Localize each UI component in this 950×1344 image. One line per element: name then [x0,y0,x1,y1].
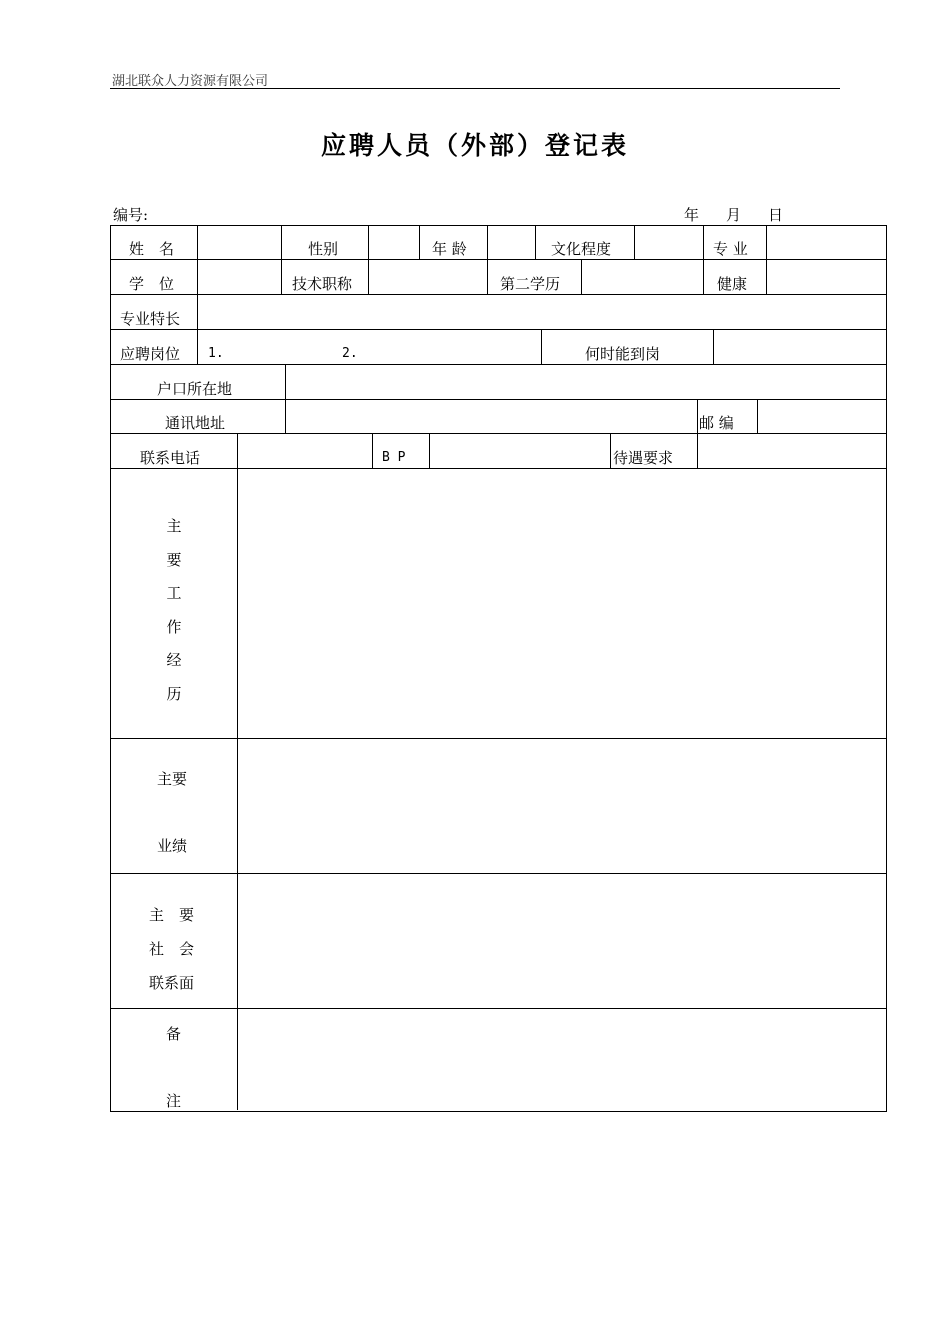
col-divider [285,399,286,433]
row-divider [110,399,886,400]
col-divider [368,225,369,259]
registration-form [110,225,886,1111]
month-label: 月 [726,206,742,224]
work-history-char: 要 [166,551,182,569]
serial-number-label: 编号: [113,206,149,224]
col-divider [237,433,238,468]
major-label: 专 业 [713,240,748,258]
postcode-label: 邮 编 [699,414,734,432]
col-divider [237,468,238,1110]
col-divider [703,225,704,259]
remarks-label: 备 [166,1025,182,1043]
salary-label: 待遇要求 [613,449,674,467]
col-divider [541,329,542,364]
position-option-2: 2. [342,346,358,361]
col-divider [419,225,420,259]
col-divider [487,225,488,259]
col-divider [372,433,373,468]
year-label: 年 [684,206,700,224]
row-divider [110,738,886,739]
address-label: 通讯地址 [165,414,226,432]
degree-label: 学 位 [129,275,175,293]
col-divider [766,225,767,259]
available-date-label: 何时能到岗 [585,345,661,363]
company-name: 湖北联众人力资源有限公司 [112,74,269,89]
achievements-label: 主要 [157,770,188,788]
row-divider [110,468,886,469]
col-divider [197,225,198,259]
col-divider [766,259,767,294]
social-label: 社 会 [149,940,195,958]
day-label: 日 [768,206,784,224]
row-divider [110,364,886,365]
col-divider [713,329,714,364]
achievements-label: 业绩 [157,837,188,855]
work-history-char: 作 [166,618,182,636]
col-divider [368,259,369,294]
remarks-label: 注 [166,1092,182,1110]
work-history-char: 工 [166,584,182,602]
social-label: 联系面 [149,974,195,992]
row-divider [110,294,886,295]
col-divider [429,433,430,468]
header-divider [110,88,840,89]
col-divider [610,433,611,468]
col-divider [197,259,198,294]
col-divider [757,399,758,433]
form-border [110,225,887,1112]
bp-label: B P [382,450,406,465]
gender-label: 性别 [308,240,339,258]
position-label: 应聘岗位 [120,345,181,363]
work-history-char: 经 [166,651,182,669]
col-divider [487,259,488,294]
row-divider [110,433,886,434]
row-divider [110,259,886,260]
work-history-char: 历 [166,685,182,703]
col-divider [281,225,282,259]
tech-title-label: 技术职称 [292,275,353,293]
col-divider [285,364,286,399]
education-label: 文化程度 [551,240,612,258]
specialty-label: 专业特长 [120,310,181,328]
health-label: 健康 [717,275,748,293]
second-degree-label: 第二学历 [500,275,561,293]
hukou-label: 户口所在地 [157,380,233,398]
position-option-1: 1. [208,346,224,361]
age-label: 年 龄 [432,240,467,258]
col-divider [634,225,635,259]
row-divider [110,329,886,330]
phone-label: 联系电话 [140,449,201,467]
col-divider [697,433,698,468]
col-divider [697,399,698,433]
col-divider [281,259,282,294]
col-divider [535,225,536,259]
page-title: 应聘人员（外部）登记表 [320,131,629,160]
row-divider [110,1008,886,1009]
name-label: 姓 名 [129,240,175,258]
work-history-char: 主 [166,517,182,535]
row-divider [110,873,886,874]
col-divider [703,259,704,294]
social-label: 主 要 [149,906,195,924]
col-divider [197,294,198,329]
col-divider [197,329,198,364]
col-divider [581,259,582,294]
